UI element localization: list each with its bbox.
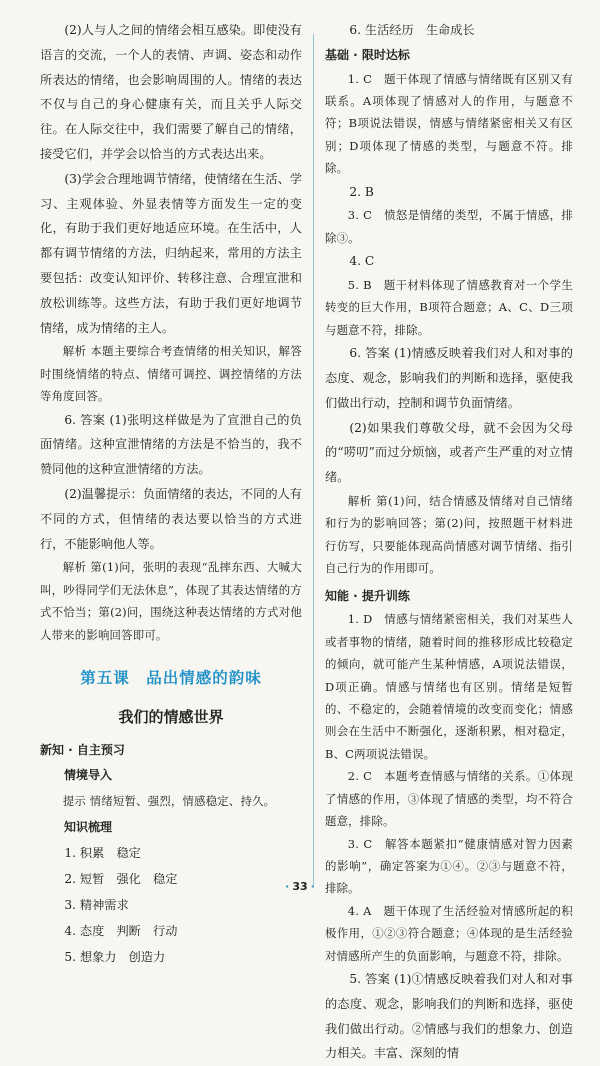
section-title: 我们的情感世界 (118, 707, 224, 726)
hint-text: 提示 情绪短暂、强烈，情感稳定、持久。 (62, 794, 276, 809)
answer-item: 2. C 本题考查情感与情绪的关系。①体现了情感的作用，③体现了情感的类型，均不符合题意，排除。 (325, 769, 573, 829)
column-divider (313, 34, 314, 886)
page-number-value: 33 (292, 880, 308, 893)
knowledge-label: 知识梳理 (64, 820, 113, 835)
scene-label: 情境导入 (64, 768, 113, 783)
knowledge-item: 2. 短暂 强化 稳定 (64, 872, 178, 887)
basic-badge: 基础 · 限时达标 (325, 47, 410, 62)
dot-icon: · (285, 880, 290, 893)
answer-paragraph: (2)人与人之间的情绪会相互感染。即使没有语言的交流，一个人的表情、声调、姿态和动作所表达的情绪，也会影响周围的人。情绪的表达不仅与自己的身心健康有关，而且关乎人际交往。在人际交往中，我们需要了解自己的情绪，接受它们，并学会以恰当的方式表达出来。 (40, 23, 302, 161)
analysis-paragraph: 解析 本题主要综合考查情绪的相关知识，解答时围绕情绪的特点、情绪可调控、调控情绪的方法等角度回答。 (40, 344, 302, 404)
answer-item: 6. 答案 (1)情感反映着我们对人和对事的态度、观念，影响我们的判断和选择，驱使我们做出行动，控制和调节负面情绪。 (325, 346, 573, 410)
dot-icon: · (310, 880, 315, 893)
preview-badge: 新知 · 自主预习 (40, 742, 125, 757)
answer-item: 4. C (349, 254, 375, 269)
answer-item: 5. B 题干材料体现了情感教育对一个学生转变的巨大作用，B项符合题意；A、C、D三项与题意不符，排除。 (325, 278, 573, 337)
left-column (40, 18, 302, 970)
page-number (0, 880, 600, 893)
answer-item: 5. 答案 (1)①情感反映着我们对人和对事的态度、观念，影响我们的判断和选择，驱使我们做出行动。②情感与我们的想象力、创造力相关。丰富、深刻的情 (325, 971, 573, 1061)
answer-paragraph: (2)温馨提示：负面情绪的表达，不同的人有不同的方式，但情绪的表达要以恰当的方式进行，不能影响他人等。 (40, 486, 302, 551)
answer-item: 1. C 题干体现了情感与情绪既有区别又有联系。A项体现了情感对人的作用，与题意不符；B项说法错误，情感与情绪紧密相关又有区别；D项体现了情感的类型，与题意不符。排除。 (325, 71, 573, 176)
answer-item: (2)如果我们尊敬父母，就不会因为父母的“唠叨”而过分烦恼，或者产生严重的对立情绪。 (325, 420, 573, 485)
answer-paragraph: (3)学会合理地调节情绪，使情绪在生活、学习、主观体验、外显表情等方面发生一定的变化，有助于我们更好地适应环境。在生活中，人都有调节情绪的方法，归纳起来，常用的方法主要包括：改变认知评价、转移注意、合理宣泄和放松训练等。这些方法，有助于我们更好地调节情绪，成为情绪的主人。 (40, 171, 302, 335)
knowledge-item: 1. 积累 稳定 (64, 846, 141, 861)
right-column (325, 18, 573, 1066)
answer-item: 2. B (349, 184, 374, 199)
lesson-title: 第五课 品出情感的韵味 (80, 668, 262, 687)
answer-item: 3. C 解答本题紧扣“健康情感对智力因素的影响”，确定答案为①④。②③与题意不符，排除。 (325, 836, 573, 896)
knowledge-item: 4. 态度 判断 行动 (64, 924, 178, 939)
answer-item: 1. D 情感与情绪紧密相关，我们对某些人或者事物的情绪，随着时间的推移形成比较稳定的倾向，就可能产生某种情感，A项说法错误，D项正确。情感与情绪也有区别。情绪是短暂的、不稳定的，会随着情境的改变而变化；情感则会在生活中不断强化，逐渐积累，相对稳定，B、C两项说法错误。 (325, 612, 573, 761)
analysis-paragraph: 解析 第(1)问，张明的表现“乱摔东西、大喊大叫，吵得同学们无法休息”，体现了其表达情绪的方式不恰当；第(2)问，围绕这种表达情绪的方式对他人带来的影响回答即可。 (40, 560, 302, 642)
answer-item: 3. C 愤怒是情绪的类型，不属于情感，排除③。 (325, 208, 573, 245)
answer-paragraph: 6. 答案 (1)张明这样做是为了宣泄自己的负面情绪。这种宣泄情绪的方法是不恰当的，我不赞同他的这种宣泄情绪的方法。 (40, 412, 302, 477)
advance-badge: 知能 · 提升训练 (325, 588, 410, 603)
answer-heading: 6. 生活经历 生命成长 (349, 23, 475, 37)
knowledge-item: 3. 精神需求 (64, 898, 129, 913)
knowledge-item: 5. 想象力 创造力 (64, 950, 166, 965)
answer-item: 4. A 题干体现了生活经验对情感所起的积极作用，①②③符合题意；④体现的是生活经验对情感所产生的负面影响，与题意不符，排除。 (325, 903, 573, 963)
analysis-item: 解析 第(1)问，结合情感及情绪对自己情绪和行为的影响回答；第(2)问，按照题干材料进行仿写，只要能体现高尚情感对调节情绪、指引自己行为的作用即可。 (325, 494, 573, 576)
